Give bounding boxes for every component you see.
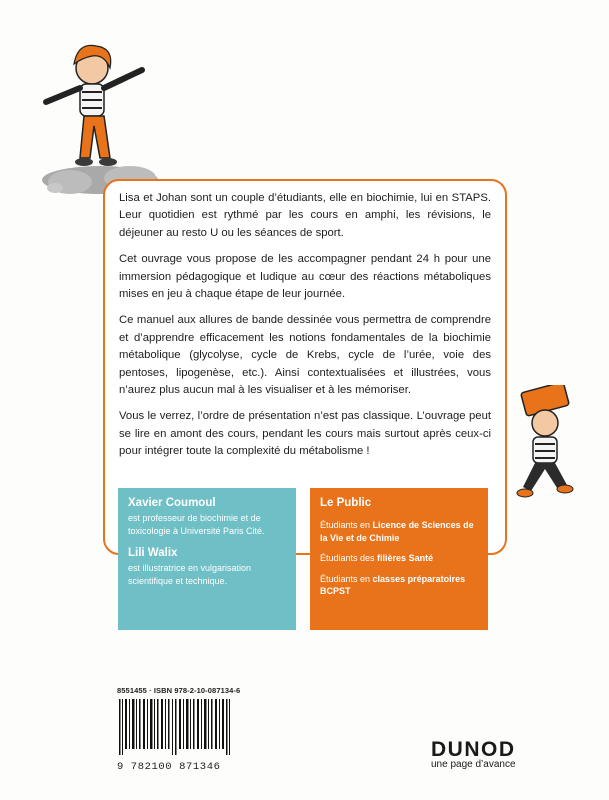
illustration-girl-on-cloud: [30, 40, 165, 200]
blurb-paragraph: Lisa et Johan sont un couple d’étudiants, elle en biochimie, lui en STAPS. Leur quotidien est rythmé par les cours en amphi, les révisions, le déjeuner au resto U ou les séances de sport.: [119, 192, 491, 239]
barcode-digits: 9 782100 871346: [117, 761, 221, 773]
publisher-tagline: une page d’avance: [431, 759, 516, 770]
audience-item-prefix: Étudiants en: [320, 573, 373, 584]
audience-box: [310, 488, 488, 630]
audience-item-prefix: Étudiants des: [320, 553, 378, 563]
blurb-paragraph: Cet ouvrage vous propose de les accompagner pendant 24 h pour une immersion pédagogique et ludique au cœur des réactions métaboliques mises en jeu à chaque étape de leur journée.: [119, 253, 491, 301]
author-description: est professeur de biochimie et de toxicologie à Université Paris Cité.: [128, 513, 265, 536]
audience-item: [320, 519, 478, 544]
blurb-paragraph: Ce manuel aux allures de bande dessinée vous permettra de comprendre et d’apprendre efficacement les notions fondamentales de la biochimie métabolique (glycolyse, cycle de Krebs, cycle de l’urée, voie des pentoses, lipogenèse, etc.). Ainsi contextualisées et illustrées, vous n’aurez plus aucun mal à les visualiser et à les mémoriser.: [119, 314, 491, 397]
authors-box: [118, 488, 296, 630]
publisher-logo: [431, 738, 516, 770]
author-name: Xavier Coumoul: [128, 497, 216, 509]
illustration-boy-with-box: [505, 385, 600, 505]
audience-item: [320, 552, 478, 565]
audience-item-prefix: Étudiants en: [320, 520, 373, 530]
barcode-bars-icon: [117, 699, 235, 755]
isbn-code: 8551455 · ISBN 978-2-10-087134-6: [117, 686, 241, 695]
blurb-paragraph: Vous le verrez, l’ordre de présentation n’est pas classique. L’ouvrage peut se lire en amont des cours, pendant les cours mais surtout après ceux-ci pour intégrer toute la complexité du métabolisme !: [119, 410, 491, 458]
isbn-barcode: [117, 686, 241, 773]
publisher-name: DUNOD: [431, 738, 516, 761]
illustrator-name: Lili Walix: [128, 547, 178, 559]
audience-item-highlight: classes préparatoires BCPST: [320, 573, 466, 596]
illustrator-description: est illustratrice en vulgarisation scientifique et technique.: [128, 563, 252, 586]
audience-item-highlight: Licence de Sciences de la Vie et de Chimie: [320, 520, 474, 543]
audience-item: [320, 573, 478, 598]
blurb-text: [119, 190, 491, 470]
audience-item-highlight: filières Santé: [377, 553, 434, 563]
audience-title: Le Public: [320, 497, 372, 509]
